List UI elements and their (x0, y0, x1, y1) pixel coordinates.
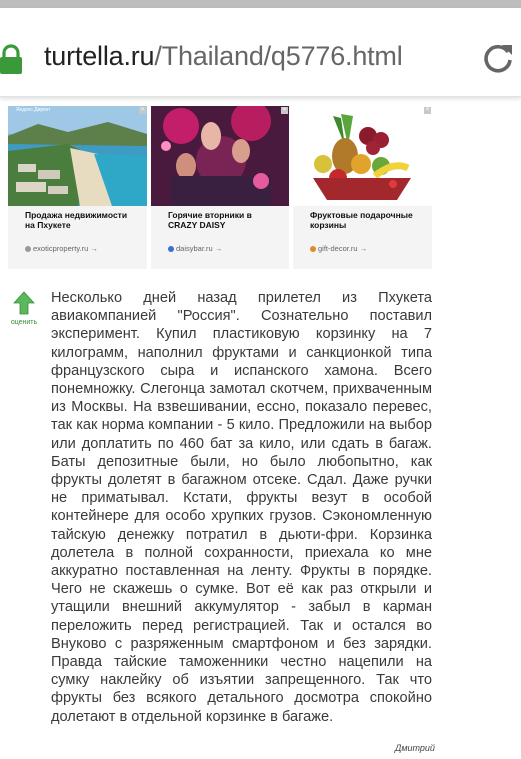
ad-domain[interactable]: gift-decor.ru → (310, 244, 367, 253)
ad-image-beach (8, 106, 147, 206)
ad-item-property[interactable] (8, 106, 147, 269)
post-author[interactable]: Дмитрий (395, 743, 435, 753)
favicon-icon (168, 246, 174, 252)
ad-domain[interactable]: daisybar.ru → (168, 244, 222, 253)
post-text: Несколько дней назад прилетел из Пхукета авиакомпанией "Россия". Сознательно поставил эксперимент. Купил пластиковую корзинку на 7 килограмм, наполнил фруктами и санкционкой типа французского сыра и испанского хамона. Всего понемножку. Слегонца замотал скотчем, прихваченным из Москвы. На взвешивании, ессно, показало перевес, так как норма компании - 5 кило. Предложили на выбор или доплатить по 460 бат за кило, или сдать в багаж. Баты депозитные были, но было любопытно, как фрукты долетят в багажном отсеке. Сдал. Даже ручки не приматывал. Кстати, фрукты везут в особой контейнере для особо хрупких грузов. Сэкономленную тайскую денежку потратил в дьюти-фри. Корзинка долетела в полной сохранности, приехала ко мне аккуратно поставленная на ленту. Фрукты в порядке. Чего не скажешь о сумке. Вот её как раз открыли и утащили внешний аккумулятор - забыл в карман переложить перед регистрацией. Так и остался во Внуково с разряженным смартфоном и без зарядки. Правда тайские таможенники честно нацепили на сумку наклейку об изъятии запрещенного. Так что фрукты без всякого детального досмотра спокойно долетают в отдельной корзинке в багаже. (51, 290, 432, 725)
ad-image-fruit-basket (293, 106, 432, 206)
favicon-icon (310, 246, 316, 252)
ad-item-gift-baskets[interactable] (293, 106, 432, 269)
ad-title[interactable]: Горячие вторники в CRAZY DAISY (168, 210, 252, 230)
url-host: turtella.ru (44, 41, 155, 71)
status-strip (0, 0, 521, 8)
ad-close-icon[interactable]: × (425, 107, 430, 113)
ad-image-party (151, 106, 289, 206)
address-bar[interactable] (0, 8, 521, 97)
ad-network-label: Яндекс.Директ (16, 107, 51, 113)
ad-title[interactable]: Фруктовые подарочные корзины (310, 210, 413, 230)
ad-domain[interactable]: exoticproperty.ru → (25, 244, 98, 253)
url-path: /Thailand/q5776.html (154, 41, 403, 71)
ad-item-crazy-daisy[interactable] (151, 106, 289, 269)
reload-icon[interactable] (482, 42, 514, 74)
ad-block (8, 106, 432, 269)
url-text[interactable] (44, 41, 403, 72)
rate-button[interactable] (6, 291, 42, 326)
ad-close-icon[interactable]: × (282, 107, 287, 113)
lock-icon (0, 44, 22, 74)
rating-arrow-icon (13, 291, 35, 315)
globe-icon (25, 246, 31, 252)
ad-title[interactable]: Продажа недвижимости на Пхукете (25, 210, 128, 230)
ad-close-icon[interactable]: × (140, 107, 145, 113)
rate-label: оценить (10, 319, 38, 326)
